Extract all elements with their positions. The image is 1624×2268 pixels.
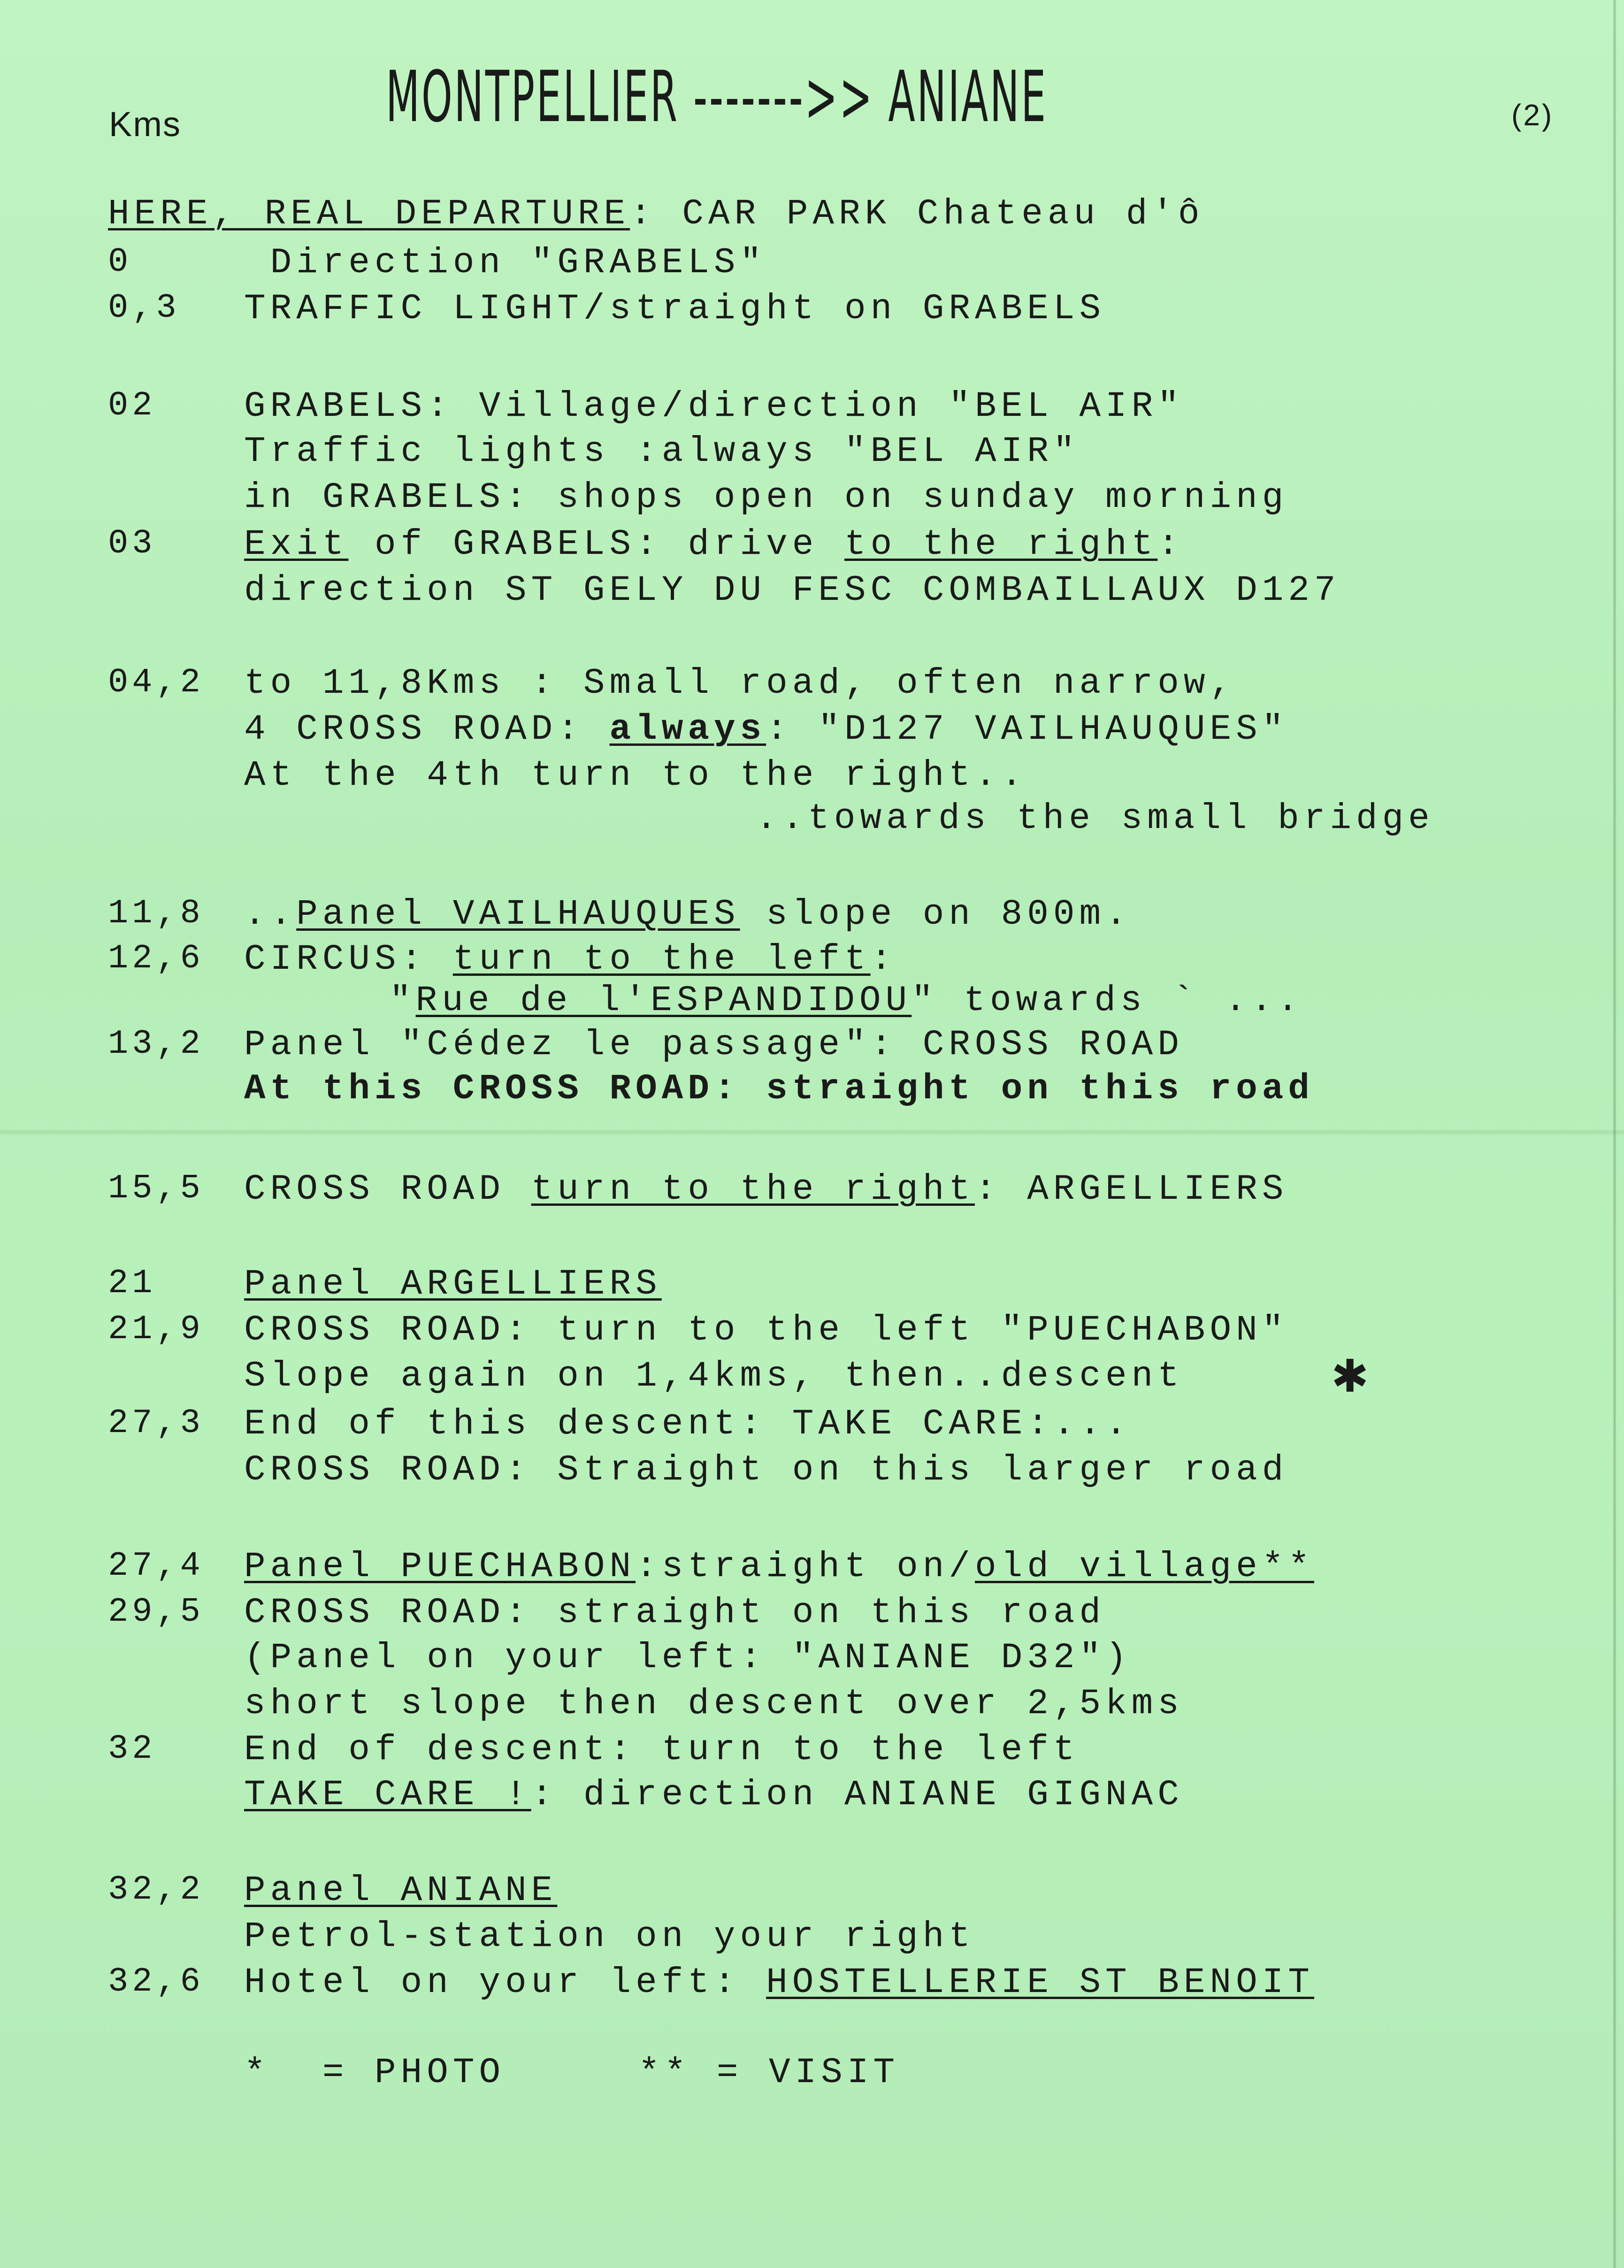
step-text: Traffic lights :always "BEL AIR" [244,431,1080,472]
underlined-text: turn to the left [452,939,871,980]
step-text: Panel PUECHABON:straight on/old village** [244,1547,1314,1587]
step-km: 29,5 [108,1593,204,1631]
step-text: "Rue de l'ESPANDIDOU" towards ` ... [390,981,1303,1021]
step-km: 02 [108,386,156,425]
underlined-text: to the right [844,524,1158,565]
step-km: 0 [108,243,132,281]
step-text: Exit of GRABELS: drive to the right: [244,524,1184,565]
step-km: 11,8 [108,894,204,933]
underlined-text: Exit [244,524,349,565]
step-text [244,1870,558,1911]
departure-text: : CAR PARK Chateau d'ô [630,194,1204,234]
photo-star-mark: ✱ [1331,1350,1369,1402]
step-text: direction ST GELY DU FESC COMBAILLAUX D127 [244,570,1341,611]
step-text: CROSS ROAD turn to the right: ARGELLIERS [244,1169,1288,1210]
step-km: 12,6 [108,939,204,978]
legend-visit: ** = VISIT [638,2053,900,2093]
page-title: MONTPELLIER ------->> ANIANE [386,56,1048,138]
step-text: ..towards the small bridge [756,798,1434,839]
paper-fold-crease [0,1129,1624,1135]
step-km: 15,5 [108,1169,204,1208]
step-text: (Panel on your left: "ANIANE D32") [244,1638,1132,1678]
step-text: Petrol-station on your right [244,1916,975,1957]
step-km: 21,9 [108,1310,204,1349]
step-text: CROSS ROAD: turn to the left "PUECHABON" [244,1310,1288,1350]
step-text: TRAFFIC LIGHT/straight on GRABELS [244,289,1106,329]
underlined-text: old village** [975,1547,1314,1587]
step-km: 13,2 [108,1025,204,1063]
departure-line [108,196,1204,232]
underlined-text: HOSTELLERIE ST BENOIT [766,1962,1314,2003]
step-km: 03 [108,524,156,563]
step-km: 0,3 [108,289,180,327]
step-text: At the 4th turn to the right.. [244,755,1027,796]
step-text: to 11,8Kms : Small road, often narrow, [244,663,1236,704]
step-km: 32,2 [108,1870,204,1909]
step-text: End of this descent: TAKE CARE:... [244,1404,1132,1444]
step-text: Direction "GRABELS" [244,243,766,283]
step-text: CROSS ROAD: Straight on this larger road [244,1450,1288,1490]
step-text: in GRABELS: shops open on sunday morning [244,477,1288,518]
step-text: At this CROSS ROAD: straight on this road [244,1069,1314,1109]
kms-column-label: Kms [109,105,181,144]
page-number: (2) [1511,98,1554,132]
underlined-text: Panel PUECHABON [244,1547,636,1587]
underlined-text: turn to the right [531,1169,975,1210]
step-km: 32,6 [108,1962,204,2001]
step-text: 4 CROSS ROAD: always: "D127 VAILHAUQUES" [244,709,1288,750]
step-text: End of descent: turn to the left [244,1730,1080,1770]
step-text: CROSS ROAD: straight on this road [244,1593,1106,1633]
underlined-text: Panel ARGELLIERS [244,1264,662,1304]
step-text: ..Panel VAILHAUQUES slope on 800m. [244,894,1132,935]
step-text: TAKE CARE !: direction ANIANE GIGNAC [244,1775,1184,1815]
step-text: GRABELS: Village/direction "BEL AIR" [244,386,1184,427]
paper-edge-shadow [1613,0,1616,2268]
step-km: 04,2 [108,663,204,702]
step-km: 21 [108,1264,156,1303]
underlined-text: Panel ANIANE [244,1870,558,1911]
step-text [244,1266,662,1302]
step-text: Panel "Cédez le passage": CROSS ROAD [244,1025,1184,1065]
underlined-text: TAKE CARE ! [244,1775,531,1815]
departure-label: HERE, REAL DEPARTURE [108,194,630,234]
step-km: 27,3 [108,1404,204,1442]
underlined-text: Rue de l'ESPANDIDOU [415,981,912,1021]
step-text: short slope then descent over 2,5kms [244,1684,1184,1724]
step-text: CIRCUS: turn to the left: [244,939,897,980]
step-text: Hotel on your left: HOSTELLERIE ST BENOIT [244,1962,1314,2003]
legend-photo: * = PHOTO [244,2053,506,2093]
step-km: 27,4 [108,1547,204,1585]
underlined-text: always [609,709,766,750]
step-text: Slope again on 1,4kms, then..descent [244,1356,1184,1396]
step-km: 32 [108,1730,156,1768]
underlined-text: Panel VAILHAUQUES [296,894,740,935]
